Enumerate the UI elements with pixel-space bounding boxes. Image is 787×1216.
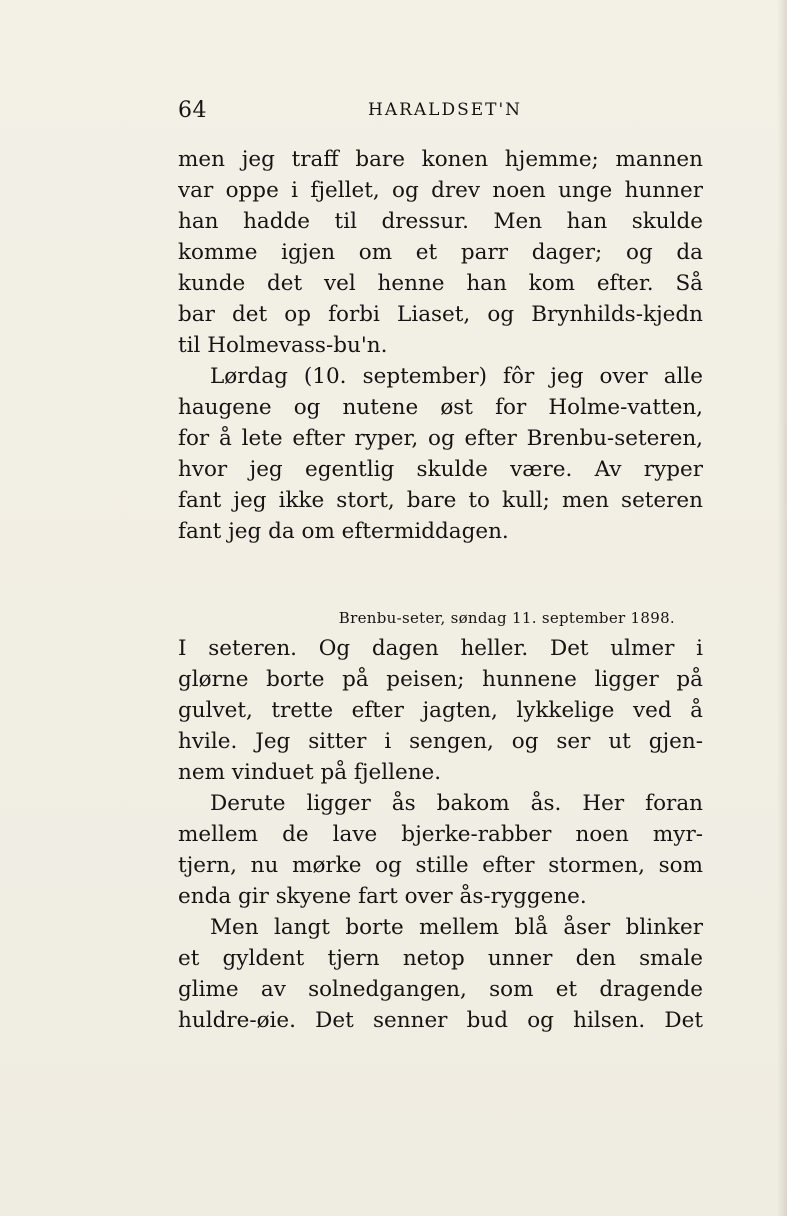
entry-dateline: Brenbu-seter, søndag 11. september 1898. [338, 609, 675, 627]
text-line: et gyldent tjern netop unner den smale [178, 946, 703, 971]
page-header [178, 98, 703, 130]
page-edge-shadow [777, 0, 787, 1216]
page-number: 64 [178, 98, 207, 123]
text-line: Derute ligger ås bakom ås. Her foran [210, 791, 703, 816]
text-line: men jeg traff bare konen hjemme; mannen [178, 147, 703, 172]
text-line: Lørdag (10. september) fôr jeg over alle [210, 364, 703, 389]
running-head: HARALDSET'N [368, 100, 523, 120]
text-line: I seteren. Og dagen heller. Det ulmer i [178, 636, 703, 661]
paragraph-2 [178, 361, 703, 547]
text-line: fant jeg ikke stort, bare to kull; men seteren [178, 488, 703, 513]
text-line: mellem de lave bjerke-rabber noen myr- [178, 822, 703, 847]
text-line: huldre-øie. Det senner bud og hilsen. Det [178, 1008, 703, 1033]
text-line: haugene og nutene øst for Holme-vatten, [178, 395, 703, 420]
text-line: fant jeg da om eftermiddagen. [178, 519, 509, 544]
text-line: gulvet, trette efter jagten, lykkelige ved å [178, 698, 703, 723]
text-line: var oppe i fjellet, og drev noen unge hunner [178, 178, 703, 203]
text-line: bar det op forbi Liaset, og Brynhilds-kjedn [178, 302, 703, 327]
text-line: enda gir skyene fart over ås-ryggene. [178, 884, 587, 909]
text-line: komme igjen om et parr dager; og da [178, 240, 703, 265]
text-line: for å lete efter ryper, og efter Brenbu-seteren, [178, 426, 703, 451]
paragraph-5 [178, 912, 703, 1036]
text-line: glime av solnedgangen, som et dragende [178, 977, 703, 1002]
body-text [178, 144, 703, 1036]
text-line: hvile. Jeg sitter i sengen, og ser ut gjen- [178, 729, 703, 754]
text-line: hvor jeg egentlig skulde være. Av ryper [178, 457, 703, 482]
paragraph-1 [178, 144, 703, 361]
text-line: han hadde til dressur. Men han skulde [178, 209, 703, 234]
text-line: glørne borte på peisen; hunnene ligger på [178, 667, 703, 692]
paragraph-3 [178, 633, 703, 788]
paragraph-4 [178, 788, 703, 912]
text-line: til Holmevass-bu'n. [178, 333, 388, 358]
text-line: Men langt borte mellem blå åser blinker [210, 915, 703, 940]
text-line: kunde det vel henne han kom efter. Så [178, 271, 703, 296]
text-line: nem vinduet på fjellene. [178, 760, 442, 785]
text-line: tjern, nu mørke og stille efter stormen, som [178, 853, 703, 878]
